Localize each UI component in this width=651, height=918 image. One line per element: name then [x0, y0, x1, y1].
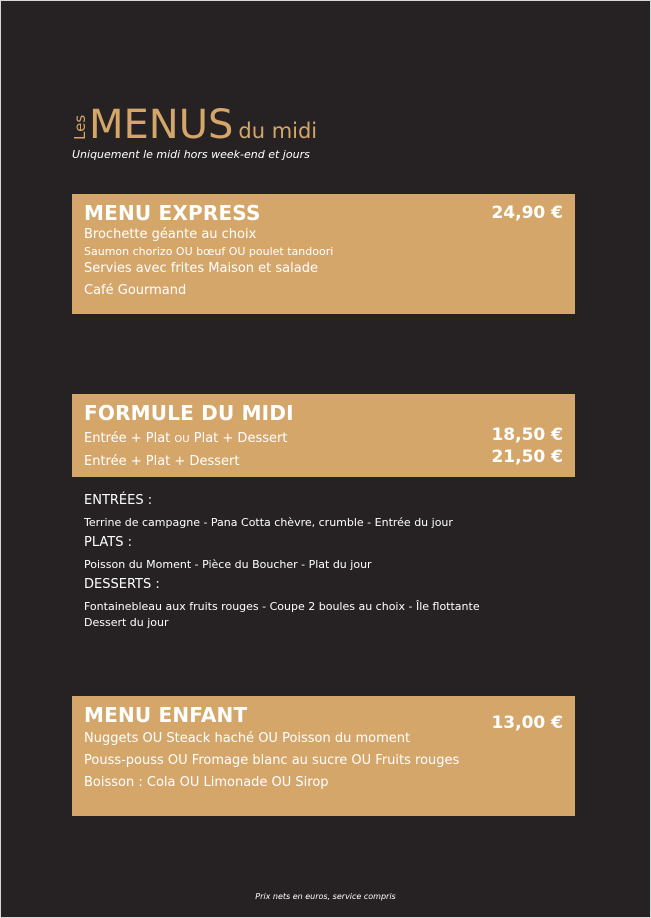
- menu-enfant-line1: Nuggets OU Steack haché OU Poisson du moment: [84, 731, 411, 746]
- menu-enfant-line2: Pouss-pouss OU Fromage blanc au sucre OU Fruits rouges: [84, 753, 460, 768]
- menu-enfant-box: [72, 696, 575, 816]
- formule-price2: 21,50 €: [491, 447, 563, 467]
- title-menus: MENUS: [89, 102, 234, 148]
- title-row: [71, 100, 318, 148]
- menu-express-price: 24,90 €: [491, 203, 563, 223]
- formule-option1-a: Entrée + Plat: [84, 431, 175, 446]
- desserts-list-1: Fontainebleau aux fruits rouges - Coupe 2 boules au choix - Île flottante: [84, 600, 480, 613]
- formule-option1-b: Plat + Dessert: [189, 431, 288, 446]
- menu-express-title: MENU EXPRESS: [84, 201, 261, 225]
- formule-option1-ou: OU: [174, 434, 190, 445]
- entrees-heading: ENTRÉES :: [84, 493, 153, 508]
- menu-express-line3: Servies avec frites Maison et salade: [84, 261, 318, 276]
- formule-price1: 18,50 €: [491, 425, 563, 445]
- menu-express-box: [72, 194, 575, 314]
- desserts-list-2: Dessert du jour: [84, 616, 169, 629]
- formule-midi-box: [72, 394, 575, 477]
- plats-list: Poisson du Moment - Pièce du Boucher - Plat du jour: [84, 558, 372, 571]
- formule-option2: Entrée + Plat + Dessert: [84, 454, 240, 469]
- subtitle: Uniquement le midi hors week-end et jours: [72, 148, 310, 161]
- formule-title: FORMULE DU MIDI: [84, 401, 294, 425]
- menu-enfant-line3: Boisson : Cola OU Limonade OU Sirop: [84, 775, 329, 790]
- formule-details: [84, 492, 564, 634]
- footer-note: Prix nets en euros, service compris: [255, 892, 396, 901]
- menu-express-line4: Café Gourmand: [84, 283, 187, 298]
- menu-enfant-title: MENU ENFANT: [84, 703, 248, 727]
- title-du-midi: du midi: [238, 119, 318, 143]
- title-les: Les: [71, 114, 89, 140]
- menu-header: [73, 100, 317, 161]
- menu-enfant-price: 13,00 €: [491, 713, 563, 733]
- plats-heading: PLATS :: [84, 535, 132, 550]
- menu-express-line2: Saumon chorizo OU bœuf OU poulet tandoori: [84, 245, 334, 258]
- menu-express-line1: Brochette géante au choix: [84, 227, 257, 242]
- entrees-list: Terrine de campagne - Pana Cotta chèvre, crumble - Entrée du jour: [84, 516, 453, 529]
- desserts-heading: DESSERTS :: [84, 577, 160, 592]
